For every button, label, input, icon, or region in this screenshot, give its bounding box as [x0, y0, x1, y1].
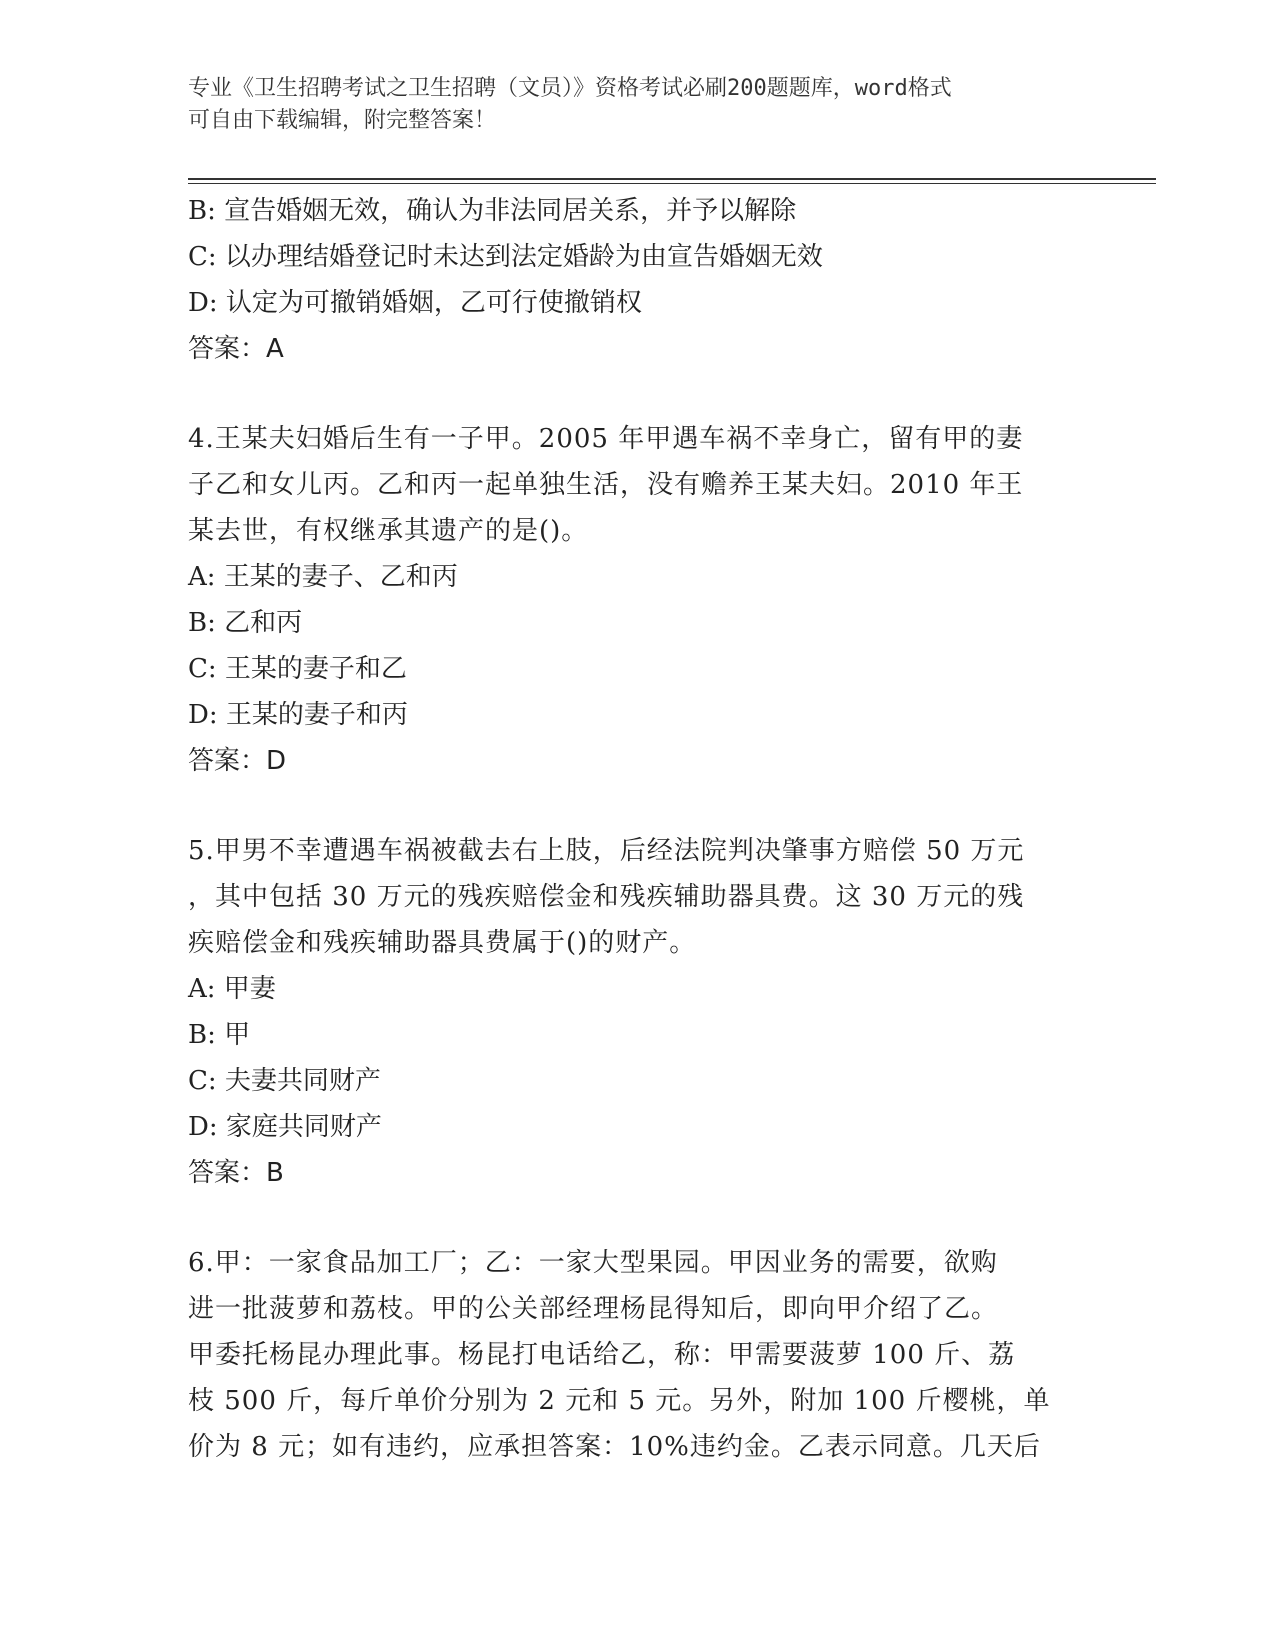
question-text-line: 甲委托杨昆办理此事。杨昆打电话给乙，称：甲需要菠萝 100 斤、荔	[188, 1340, 1016, 1370]
option-a: A: 甲妻	[188, 974, 276, 1004]
header-line-2: 可自由下载编辑，附完整答案！	[188, 108, 497, 133]
option-d: D: 认定为可撤销婚姻，乙可行使撤销权	[188, 288, 642, 318]
question-text-line: 疾赔偿金和残疾辅助器具费属于()的财产。	[188, 928, 697, 958]
spacer	[188, 784, 1068, 828]
spacer	[188, 372, 1068, 416]
header-rule-thin	[188, 183, 1156, 184]
page-header	[188, 73, 1068, 137]
option-b: B: 乙和丙	[188, 608, 303, 638]
option-d: D: 王某的妻子和丙	[188, 700, 408, 730]
question-4	[188, 416, 1068, 784]
spacer	[188, 1196, 1068, 1240]
option-d: D: 家庭共同财产	[188, 1112, 382, 1142]
question-text-line: 6.甲：一家食品加工厂；乙：一家大型果园。甲因业务的需要，欲购	[188, 1248, 998, 1278]
option-c: C: 以办理结婚登记时未达到法定婚龄为由宣告婚姻无效	[188, 242, 823, 272]
question-text-line: 某去世，有权继承其遗产的是()。	[188, 516, 589, 546]
question-text-line: 4.王某夫妇婚后生有一子甲。2005 年甲遇车祸不幸身亡，留有甲的妻	[188, 424, 1024, 454]
question-5	[188, 828, 1068, 1196]
question-text-line: ，其中包括 30 万元的残疾赔偿金和残疾辅助器具费。这 30 万元的残	[188, 882, 1025, 912]
question-6	[188, 1240, 1068, 1470]
question-3	[188, 188, 1068, 372]
question-text-line: 枝 500 斤，每斤单价分别为 2 元和 5 元。另外，附加 100 斤樱桃，单	[188, 1386, 1051, 1416]
option-b: B: 甲	[188, 1020, 251, 1050]
question-text-line: 价为 8 元；如有违约，应承担答案：10%违约金。乙表示同意。几天后	[188, 1432, 1041, 1462]
answer-line: 答案：D	[188, 746, 287, 776]
option-c: C: 王某的妻子和乙	[188, 654, 407, 684]
question-text-line: 子乙和女儿丙。乙和丙一起单独生活，没有赡养王某夫妇。2010 年王	[188, 470, 1024, 500]
option-c: C: 夫妻共同财产	[188, 1066, 381, 1096]
option-a: A: 王某的妻子、乙和丙	[188, 562, 458, 592]
document-body	[188, 188, 1068, 1470]
header-line-1: 专业《卫生招聘考试之卫生招聘（文员）》资格考试必刷200题题库，word格式	[188, 76, 952, 101]
answer-line: 答案：B	[188, 1158, 284, 1188]
option-b: B: 宣告婚姻无效，确认为非法同居关系，并予以解除	[188, 196, 797, 226]
question-text-line: 5.甲男不幸遭遇车祸被截去右上肢，后经法院判决肇事方赔偿 50 万元	[188, 836, 1025, 866]
answer-line: 答案：A	[188, 334, 284, 364]
question-text-line: 进一批菠萝和荔枝。甲的公关部经理杨昆得知后，即向甲介绍了乙。	[188, 1294, 999, 1324]
header-rule-thick	[188, 178, 1156, 180]
